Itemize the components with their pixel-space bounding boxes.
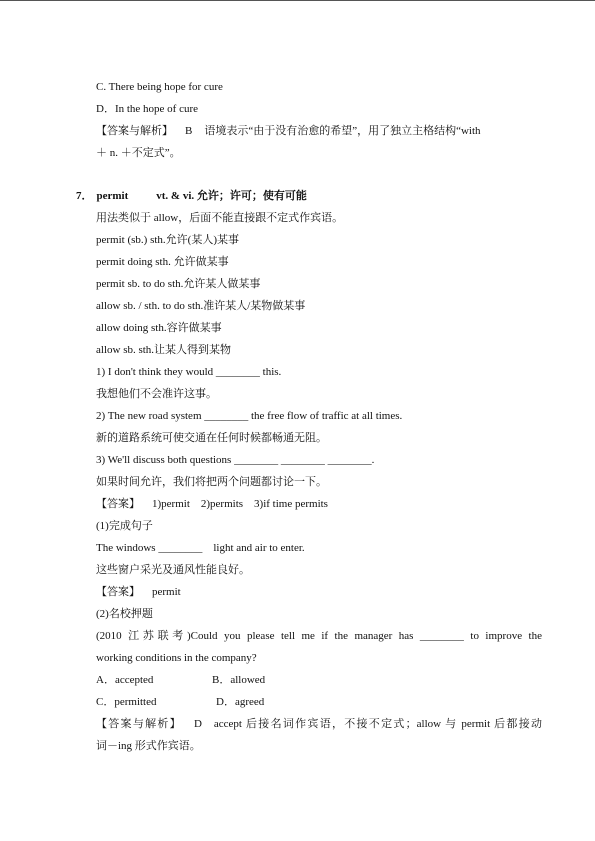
exercise-1-title: (1)完成句子 xyxy=(96,520,153,532)
explanation-text: accept 后接名词作宾语，不接不定式；allow 与 permit 后都接动 xyxy=(213,718,542,730)
answer-text: 1)permit 2)permits 3)if time permits xyxy=(152,498,328,510)
answer-label: 【答案】 xyxy=(96,498,140,510)
example-en: 2) The new road system ________ the free flow of traffic at all times. xyxy=(96,410,403,422)
example-zh: 如果时间允许，我们将把两个问题都讨论一下。 xyxy=(96,476,327,488)
exercise-2-question: (2010 江苏联考)Could you please tell me if the manager has ________ to improve the xyxy=(96,630,542,642)
answer-text: permit xyxy=(152,586,181,598)
prev-option-d: D．In the hope of cure xyxy=(96,103,199,115)
exercise-1-answer-line xyxy=(96,586,181,599)
exercise-2-question-cont: working conditions in the company? xyxy=(96,652,257,664)
exercise-2-title: (2)名校押题 xyxy=(96,608,153,620)
answer-label: 【答案与解析】 xyxy=(96,718,182,730)
usage-note: 用法类似于 allow，后面不能直接跟不定式作宾语。 xyxy=(96,212,344,224)
exercise-2-options-cd xyxy=(96,696,264,709)
pattern-item: permit (sb.) sth.允许(某人)某事 xyxy=(96,234,239,246)
entry-heading xyxy=(76,190,307,203)
prev-option-c: C. There being hope for cure xyxy=(96,81,223,93)
prev-answer-line xyxy=(96,125,481,138)
entry-word: permit xyxy=(96,190,129,202)
pattern-item: allow sb. sth.让某人得到某物 xyxy=(96,344,232,356)
pattern-item: permit doing sth. 允许做某事 xyxy=(96,256,229,268)
example-en: 1) I don't think they would ________ this. xyxy=(96,366,282,378)
example-zh: 我想他们不会准许这事。 xyxy=(96,388,217,400)
entry-pos-meaning: vt. & vi. 允许；许可；使有可能 xyxy=(156,190,307,202)
exercise-2-options-ab xyxy=(96,674,265,687)
option-b: B．allowed xyxy=(212,674,266,686)
option-c: C．permitted xyxy=(96,696,157,708)
exercise-2-explanation-cont: 词－ing 形式作宾语。 xyxy=(96,740,201,752)
entry-number: 7． xyxy=(76,190,93,202)
exercise-1-sentence: The windows ________ light and air to enter. xyxy=(96,542,305,554)
exercise-1-translation: 这些窗户采光及通风性能良好。 xyxy=(96,564,250,576)
pattern-item: allow sb. / sth. to do sth.准许某人/某物做某事 xyxy=(96,300,306,312)
exercise-2-answer-line xyxy=(96,718,542,731)
option-a: A．accepted xyxy=(96,674,154,686)
explanation-text: 语境表示“由于没有治愈的希望”，用了独立主格结构“with xyxy=(204,125,481,137)
pattern-item: permit sb. to do sth.允许某人做某事 xyxy=(96,278,261,290)
answer-letter: B xyxy=(185,125,193,137)
option-d: D．agreed xyxy=(216,696,265,708)
page-top-rule xyxy=(0,0,595,1)
answer-label: 【答案】 xyxy=(96,586,140,598)
answer-letter: D xyxy=(193,718,202,730)
pattern-item: allow doing sth.容许做某事 xyxy=(96,322,222,334)
prev-explanation-cont: ＋ n. ＋不定式”。 xyxy=(96,147,181,159)
example-en: 3) We'll discuss both questions ________ ________ ________. xyxy=(96,454,375,466)
examples-answer-line xyxy=(96,498,328,511)
example-zh: 新的道路系统可使交通在任何时候都畅通无阻。 xyxy=(96,432,327,444)
answer-label: 【答案与解析】 xyxy=(96,125,173,137)
